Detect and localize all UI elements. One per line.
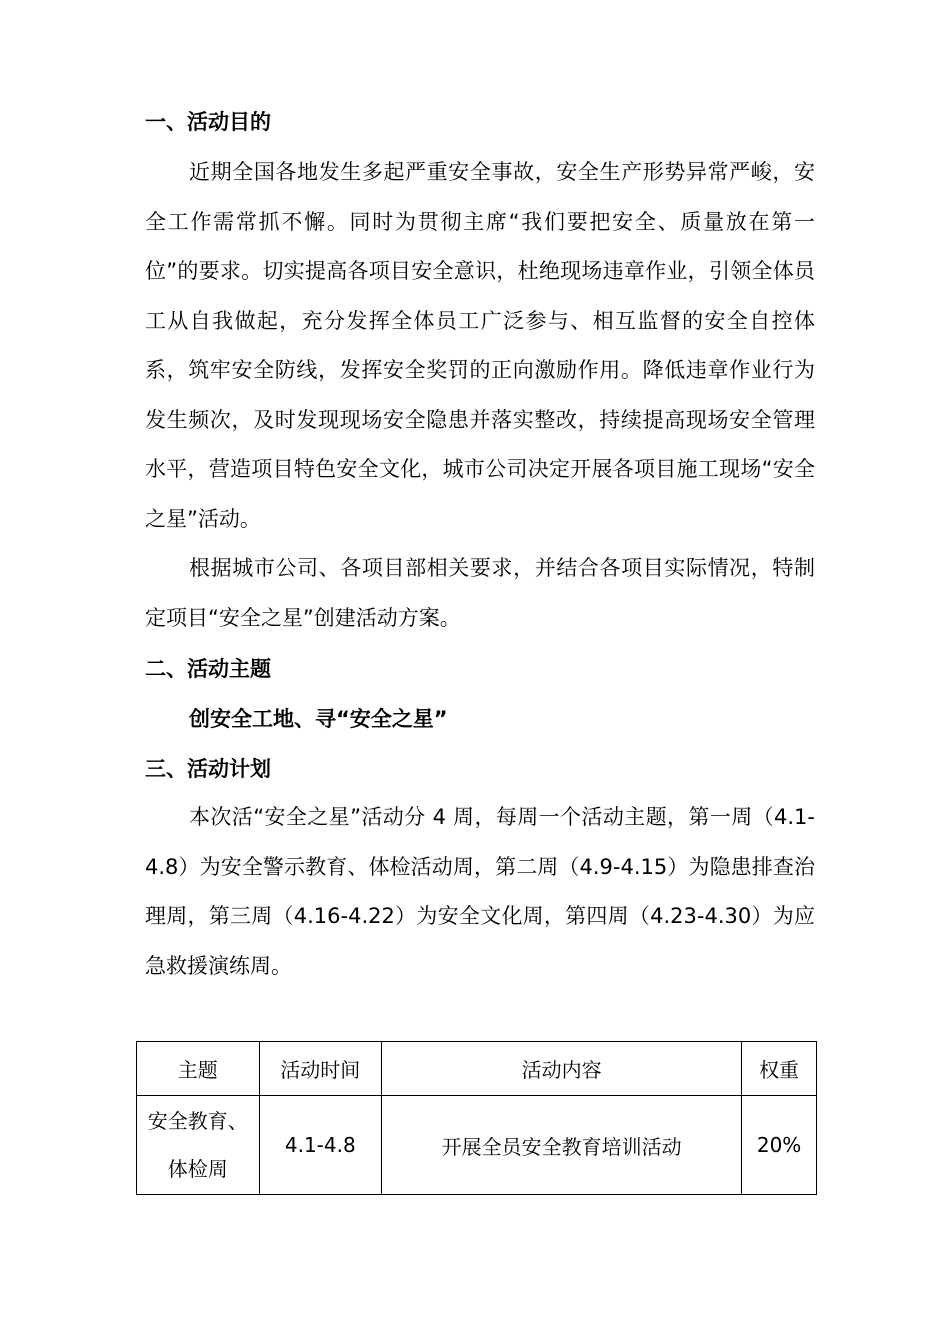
section-3-paragraph-1: 本次活“安全之星”活动分 4 周，每周一个活动主题，第一周（4.1-4.8）为安全警示教育、体检活动周，第二周（4.9-4.15）为隐患排查治理周，第三周（4.16-4.22）为安全文化周，第四周（4.23-4.30）为应急救援演练周。 [145, 805, 815, 978]
cell-theme-line-1: 安全教育、 [147, 1109, 248, 1133]
header-content: 活动内容 [382, 1042, 742, 1096]
section-1-paragraph-1: 近期全国各地发生多起严重安全事故，安全生产形势异常严峻，安全工作需常抓不懈。同时为贯彻主席“我们要把安全、质量放在第一位”的要求。切实提高各项目安全意识，杜绝现场违章作业，引领全体员工从自我做起，充分发挥全体员工广泛参与、相互监督的安全自控体系，筑牢安全防线，发挥安全奖罚的正向激励作用。降低违章作业行为发生频次，及时发现现场安全隐患并落实整改，持续提高现场安全管理水平，营造项目特色安全文化，城市公司决定开展各项目施工现场“安全之星”活动。 [145, 160, 815, 531]
section-2-heading: 二、活动主题 [145, 657, 271, 681]
section-3-heading: 三、活动计划 [145, 757, 271, 781]
cell-time: 4.1-4.8 [259, 1096, 382, 1195]
cell-content: 开展全员安全教育培训活动 [382, 1096, 742, 1195]
header-theme: 主题 [137, 1042, 260, 1096]
header-weight: 权重 [742, 1042, 817, 1096]
cell-weight: 20% [742, 1096, 817, 1195]
section-1-paragraph-2: 根据城市公司、各项目部相关要求，并结合各项目实际情况，特制定项目“安全之星”创建活动方案。 [145, 556, 815, 630]
table-header-row [137, 1042, 817, 1096]
section-1-body [145, 148, 815, 643]
header-time: 活动时间 [259, 1042, 382, 1096]
table-row [137, 1096, 817, 1195]
activity-theme: 创安全工地、寻“安全之星” [189, 707, 448, 731]
cell-theme [137, 1096, 260, 1195]
section-1-heading: 一、活动目的 [145, 110, 271, 134]
cell-theme-line-2: 体检周 [167, 1157, 228, 1181]
section-3-body [145, 793, 815, 991]
activity-plan-table [136, 1041, 817, 1195]
